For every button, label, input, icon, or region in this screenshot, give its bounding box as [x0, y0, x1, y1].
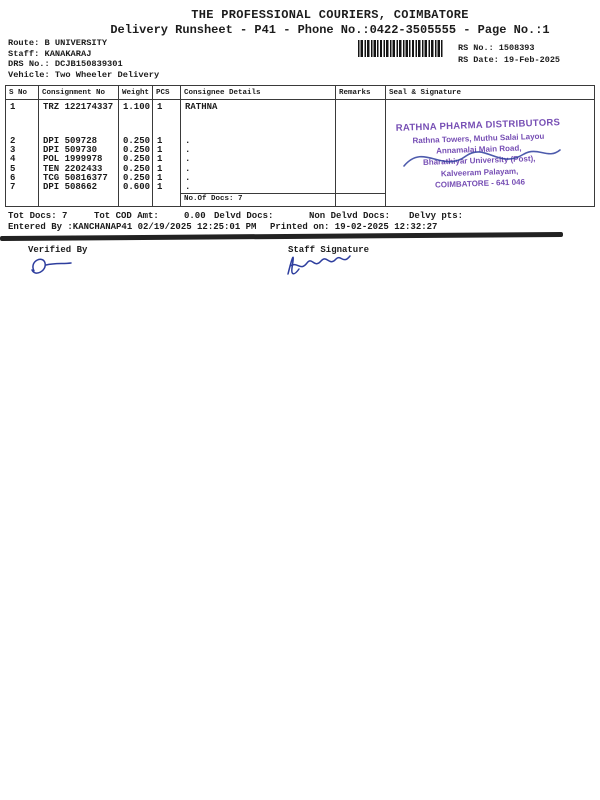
rows-group [39, 137, 118, 192]
col-header-sno: S No [6, 86, 39, 99]
consignment-table [5, 85, 595, 207]
col-header-consignment: Consignment No [39, 86, 119, 99]
rs-no: RS No.: 1508393 [458, 43, 535, 53]
tot-docs-value: 7 [62, 211, 68, 221]
cell-consignee: . [185, 145, 191, 156]
staff-line: Staff: KANAKARAJ [8, 48, 92, 59]
cell-sno: 3 [10, 145, 16, 156]
cell-consignment: TEN 2202433 [43, 163, 103, 174]
column-remarks [336, 100, 386, 206]
cell-consignment: DPI 509728 [43, 136, 98, 146]
verified-by-label: Verified By [28, 245, 88, 255]
cell-consignee: RATHNA [185, 102, 218, 112]
cell-weight: 0.600 [123, 182, 151, 193]
drs-no-line: DRS No.: DCJB150839301 [8, 59, 123, 70]
col-header-pcs: PCS [153, 86, 181, 99]
barcode [358, 40, 444, 57]
printed-on-line: Printed on: 19-02-2025 12:32:27 [270, 222, 438, 232]
col-header-remarks: Remarks [336, 86, 386, 99]
rs-block [458, 42, 560, 66]
cell-pcs: 1 [157, 154, 163, 165]
stamp-line: Rathna Towers, Muthu Salai Layou [412, 131, 545, 146]
verified-by-signature [26, 254, 78, 280]
cell-consignment: TCG 50816377 [43, 172, 108, 183]
cell-consignment: POL 1999978 [43, 154, 103, 165]
table-body [6, 100, 594, 206]
cell-consignee: . [185, 136, 191, 146]
col-header-consignee: Consignee Details [181, 86, 336, 99]
cell-weight: 0.250 [123, 163, 151, 174]
cell-consignee: . [185, 154, 191, 165]
col-header-seal: Seal & Signature [389, 89, 462, 97]
cell-consignee: . [185, 163, 191, 174]
staff-signature-label: Staff Signature [288, 245, 370, 255]
divider [181, 193, 386, 194]
stamp-line: COIMBATORE - 641 046 [434, 177, 526, 190]
route-line: Route: B UNIVERSITY [8, 38, 108, 48]
tot-cod-value: 0.00 [184, 211, 206, 221]
stamp-ink-scribble [396, 130, 566, 180]
delvd-docs-label: Delvd Docs: [214, 211, 274, 221]
scan-artifact-band [0, 232, 563, 241]
entered-by-line: Entered By :KANCHANAP41 02/19/2025 12:25:01 PM [8, 222, 257, 232]
cell-consignee: . [185, 182, 191, 193]
column-consignment [39, 100, 119, 206]
column-sno [6, 100, 39, 206]
delvy-pts-label: Delvy pts: [409, 211, 464, 221]
staff-signature-scribble [282, 246, 358, 282]
rows-group [153, 137, 180, 192]
stamp-line: Bharathiyar University (Post), [422, 154, 536, 168]
rows-group [119, 137, 152, 192]
cell-weight: 0.250 [123, 172, 151, 183]
cell-consignment: DPI 508662 [43, 182, 98, 193]
cell-consignment: DPI 509730 [43, 145, 98, 156]
vehicle-line: Vehicle: Two Wheeler Delivery [8, 69, 160, 80]
cell-sno: 1 [10, 102, 16, 112]
cell-sno: 5 [10, 163, 16, 174]
cell-pcs: 1 [157, 102, 163, 112]
non-delvd-docs-label: Non Delvd Docs: [309, 211, 391, 221]
col-header-weight: Weight [119, 86, 153, 99]
cell-pcs: 1 [157, 145, 163, 156]
cell-consignment: TRZ 122174337 [43, 102, 114, 112]
table-header-row [6, 86, 594, 100]
column-consignee [181, 100, 336, 206]
cell-pcs: 1 [157, 136, 163, 146]
no-of-docs: No.Of Docs: 7 [184, 195, 243, 203]
cell-weight: 1.100 [123, 102, 151, 112]
cell-sno: 2 [10, 136, 16, 146]
rows-group [181, 137, 335, 192]
tot-cod-label: Tot COD Amt: [94, 211, 159, 221]
cell-pcs: 1 [157, 182, 163, 193]
rows-group [6, 137, 38, 192]
tot-docs-label: Tot Docs: [8, 211, 57, 221]
cell-consignee: . [185, 172, 191, 183]
cell-weight: 0.250 [123, 136, 151, 146]
cell-pcs: 1 [157, 163, 163, 174]
cell-sno: 6 [10, 172, 16, 183]
column-pcs [153, 100, 181, 206]
route-staff-block [8, 38, 159, 80]
cell-weight: 0.250 [123, 154, 151, 165]
cell-sno: 7 [10, 182, 16, 193]
document-title: Delivery Runsheet - P41 - Phone No.:0422-3505555 - Page No.:1 [110, 23, 550, 37]
rs-date: RS Date: 19-Feb-2025 [458, 55, 561, 65]
stamp-line: Annamalai Main Road, [436, 143, 522, 156]
column-weight [119, 100, 153, 206]
cell-pcs: 1 [157, 172, 163, 183]
stamp-line: RATHNA PHARMA DISTRIBUTORS [395, 117, 561, 134]
stamp-line: Kalveeram Palayam, [440, 166, 519, 178]
cell-sno: 4 [10, 154, 16, 165]
company-name: THE PROFESSIONAL COURIERS, COIMBATORE [191, 8, 469, 22]
cell-weight: 0.250 [123, 145, 151, 156]
